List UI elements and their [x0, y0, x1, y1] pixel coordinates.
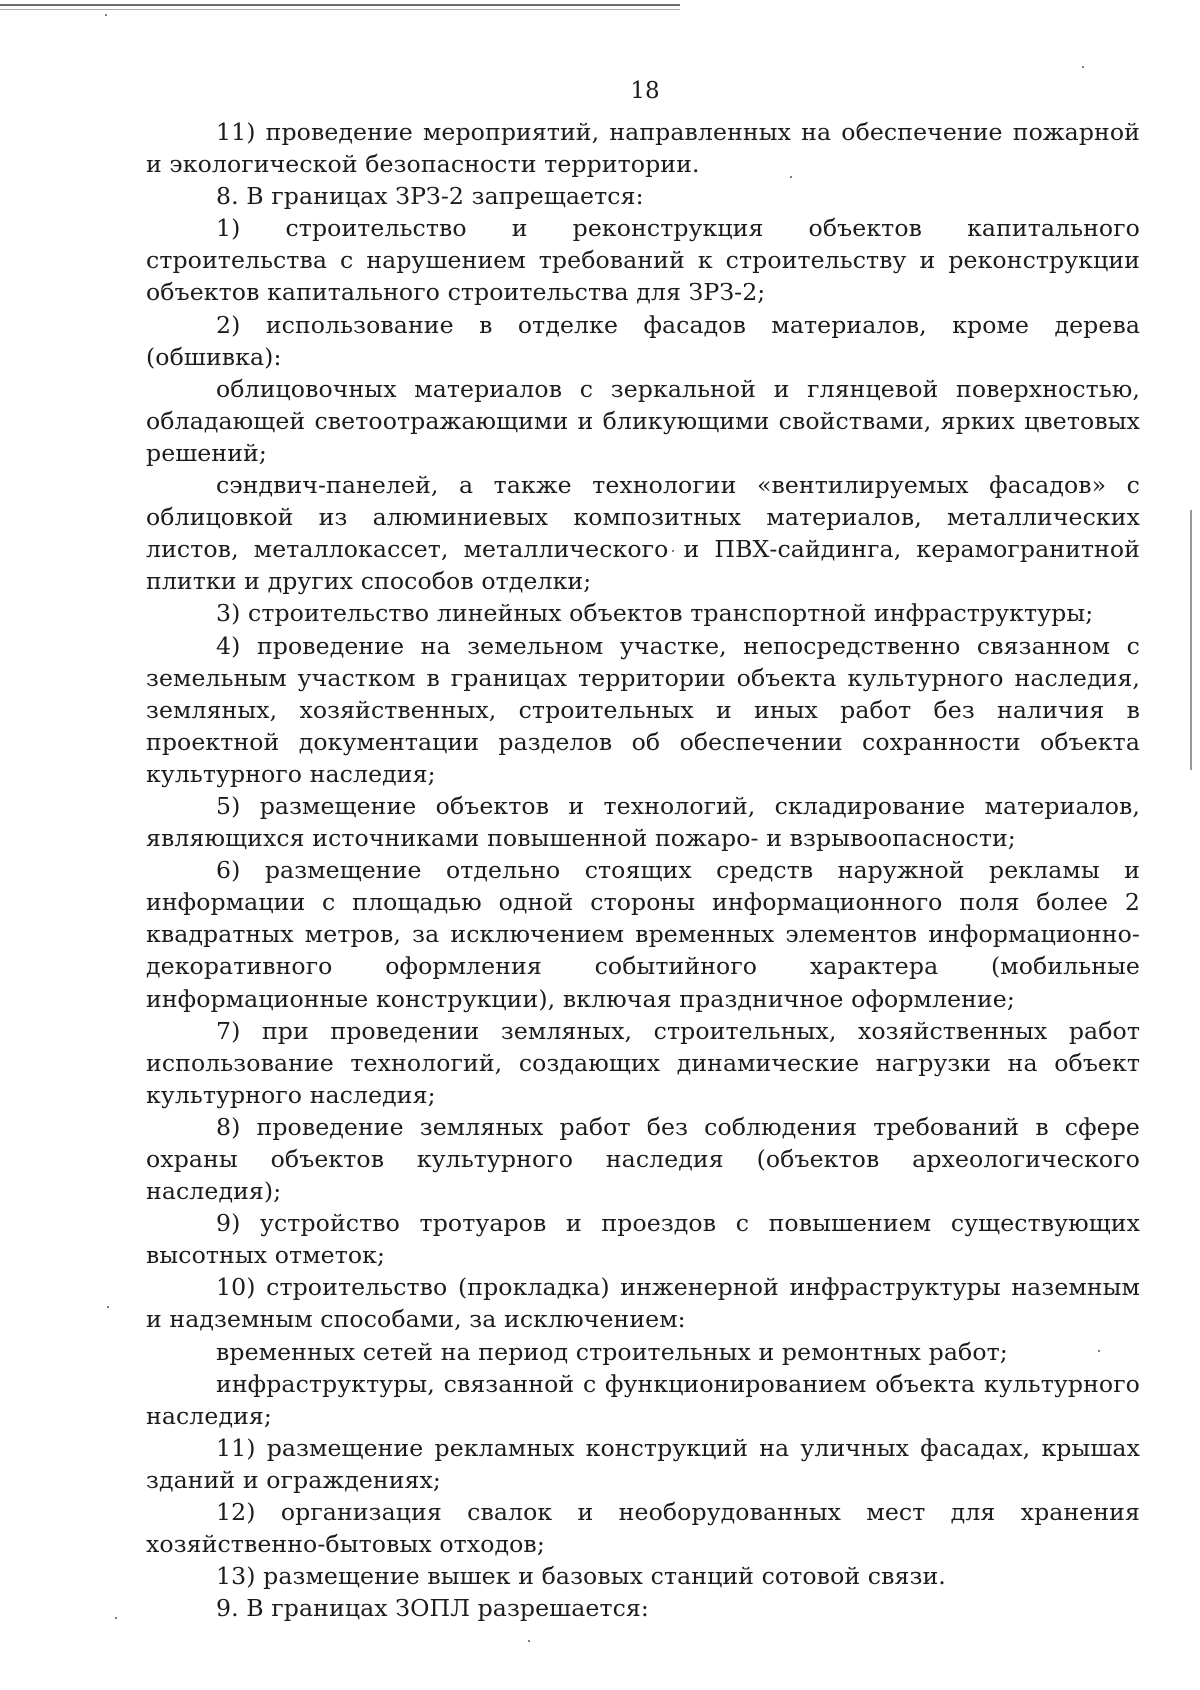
paragraph: сэндвич-панелей, а также технологии «вентилируемых фасадов» с облицовкой из алюминиевых композитных материалов, металлических листов, металлокассет, металлического и ПВХ-сайдинга, керамогранитной плитки и других способов отделки;: [146, 471, 1140, 596]
paragraph: 12) организация свалок и необорудованных мест для хранения хозяйственно-бытовых отходов;: [146, 1498, 1140, 1559]
paragraph: облицовочных материалов с зеркальной и глянцевой поверхностью, обладающей светоотражающими и бликующими свойствами, ярких цветовых решений;: [146, 374, 1140, 467]
paragraph: 13) размещение вышек и базовых станций сотовой связи.: [216, 1562, 946, 1591]
paragraph: 10) строительство (прокладка) инженерной инфраструктуры наземным и надземным способами, за исключением:: [146, 1273, 1140, 1334]
scan-top-border: [0, 4, 680, 6]
scan-right-edge: [1190, 510, 1192, 770]
paragraph: инфраструктуры, связанной с функционированием объекта культурного наследия;: [146, 1369, 1140, 1430]
paragraph: 9) устройство тротуаров и проездов с повышением существующих высотных отметок;: [146, 1209, 1140, 1270]
paragraph: 11) размещение рекламных конструкций на уличных фасадах, крышах зданий и ограждениях;: [146, 1433, 1140, 1494]
scan-speck: [107, 1306, 109, 1308]
scan-speck: [528, 1640, 530, 1642]
scan-speck: [115, 1617, 117, 1619]
section-heading: 8. В границах ЗРЗ-2 запрещается:: [216, 182, 644, 211]
scan-speck: [1082, 66, 1084, 68]
paragraph: 3) строительство линейных объектов транспортной инфраструктуры;: [216, 599, 1094, 628]
paragraph: 5) размещение объектов и технологий, складирование материалов, являющихся источниками повышенной пожаро- и взрывоопасности;: [146, 791, 1140, 853]
paragraph: временных сетей на период строительных и ремонтных работ;: [216, 1337, 1008, 1366]
page-number: 18: [630, 78, 660, 104]
paragraph: 6) размещение отдельно стоящих средств наружной рекламы и информации с площадью одной стороны информационного поля более 2 квадратных метров, за исключением временных элементов информационно-декоративного оформления событийного характера (мобильные информационные конструкции), включая праздничное оформление;: [146, 856, 1140, 1013]
paragraph: 7) при проведении земляных, строительных, хозяйственных работ использование технологий, создающих динамические нагрузки на объект культурного наследия;: [146, 1016, 1140, 1109]
paragraph: 11) проведение мероприятий, направленных на обеспечение пожарной и экологической безопасности территории.: [146, 118, 1140, 179]
section-heading: 9. В границах ЗОПЛ разрешается:: [216, 1594, 649, 1623]
paragraph: 4) проведение на земельном участке, непосредственно связанном с земельным участком в границах территории объекта культурного наследия, земляных, хозяйственных, строительных и иных работ без наличия в проектной документации разделов об обеспечении сохранности объекта культурного наследия;: [146, 631, 1140, 788]
paragraph: 8) проведение земляных работ без соблюдения требований в сфере охраны объектов культурного наследия (объектов археологического наследия);: [146, 1112, 1140, 1206]
paragraph: 1) строительство и реконструкция объектов капитального строительства с нарушением требований к строительству и реконструкции объектов капитального строительства для ЗРЗ-2;: [146, 214, 1140, 307]
scan-top-border-shadow: [0, 9, 680, 10]
document-body: [146, 116, 1140, 1624]
paragraph: 2) использование в отделке фасадов материалов, кроме дерева (обшивка):: [146, 310, 1140, 371]
scan-speck: [105, 14, 107, 16]
